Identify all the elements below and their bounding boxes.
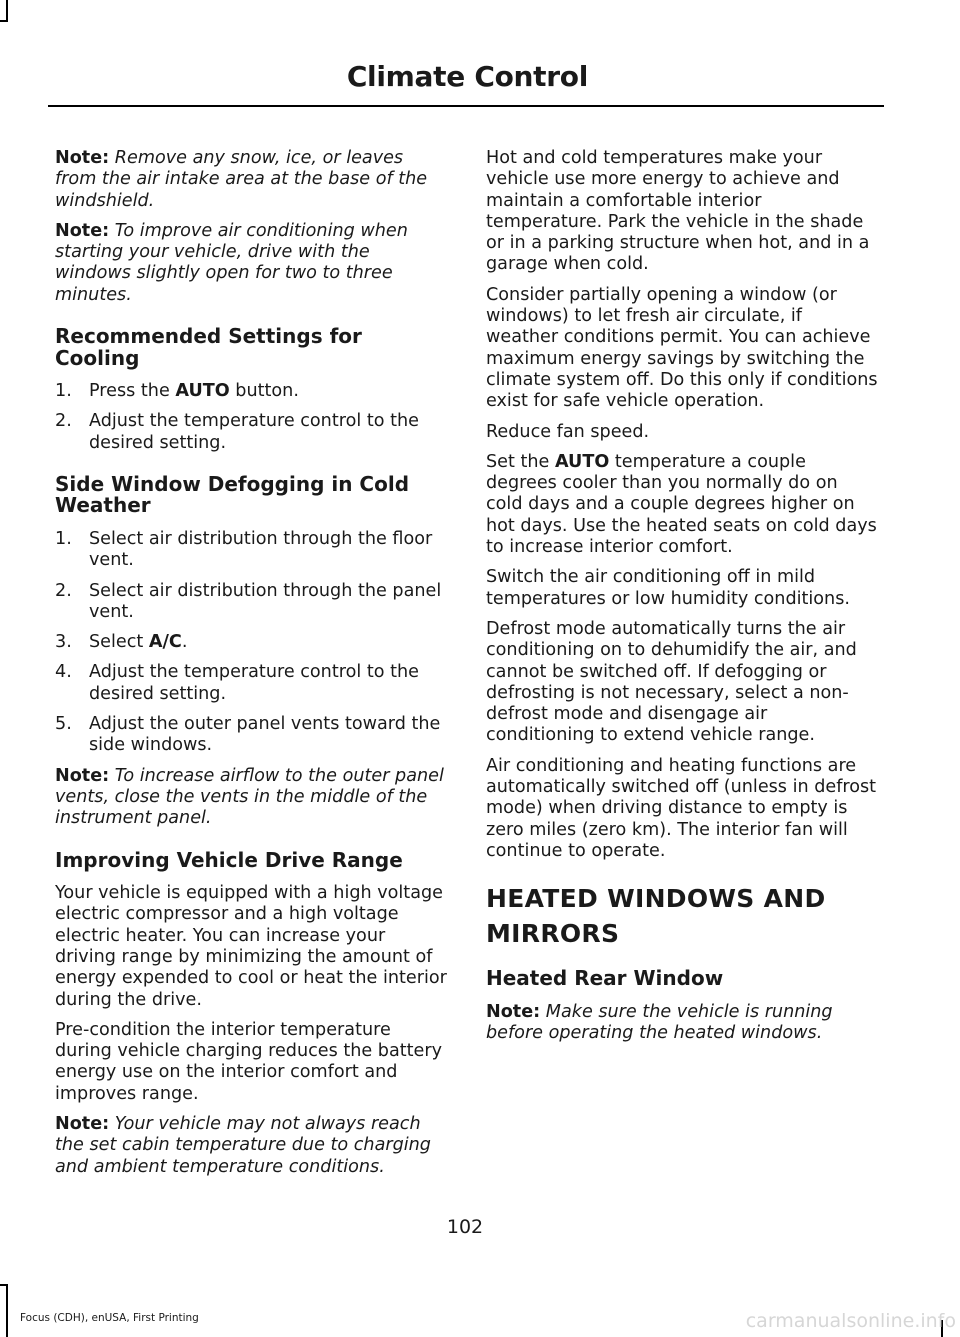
chapter-heading-line1: HEATED WINDOWS AND: [486, 884, 826, 914]
note-text: To increase airflow to the outer panel vents, close the vents in the middle of the instrument panel.: [55, 765, 444, 829]
step-text: Adjust the temperature control to the desired setting.: [89, 662, 419, 704]
paragraph: Reduce fan speed.: [486, 421, 650, 442]
paragraph: Air conditioning and heating functions are automatically switched off (unless in defrost mode) when driving distance to empty is zero miles (zero km). The interior fan will continue to operate.: [486, 755, 877, 861]
page-number: 102: [446, 1216, 484, 1238]
list-item: [55, 662, 447, 705]
note-label: Note:: [55, 148, 110, 168]
note-heated-windows: [486, 1002, 878, 1045]
left-column: [55, 148, 447, 1187]
header-divider: [48, 105, 884, 107]
note-text: Make sure the vehicle is running before operating the heated windows.: [486, 1001, 833, 1043]
note-air-conditioning: [55, 221, 447, 306]
step-text: Select air distribution through the panel vent.: [89, 580, 442, 622]
paragraph-text: Set the: [486, 451, 555, 472]
ac-button-label: A/C: [148, 632, 182, 653]
step-number: 2.: [55, 580, 72, 601]
heading-recommended-cooling: Recommended Settings for Cooling: [55, 324, 362, 370]
paragraph: [486, 452, 878, 558]
note-cabin-temperature: [55, 1114, 447, 1178]
paragraph: Defrost mode automatically turns the air conditioning on to dehumidify the air, and cannot be switched off. If defogging or defrosting is not necessary, select a non-defrost mode and disengage air conditioning to extend vehicle range.: [486, 618, 857, 746]
note-label: Note:: [486, 1001, 541, 1022]
step-number: 4.: [55, 662, 72, 683]
paragraph-text: temperature a couple degrees cooler than you normally do on cold days and a couple degrees higher on hot days. Use the heated seats on cold days to increase interior comfort.: [486, 451, 877, 558]
list-item: [55, 581, 447, 624]
step-number: 1.: [55, 528, 72, 549]
note-label: Note:: [55, 220, 110, 241]
step-text: .: [181, 632, 188, 653]
watermark: carmanualsonline.info: [745, 1310, 956, 1332]
list-item: [55, 714, 447, 757]
auto-label: AUTO: [554, 451, 610, 472]
step-number: 2.: [55, 411, 72, 432]
note-text: To improve air conditioning when starting your vehicle, drive with the windows slightly open for two to three minutes.: [55, 220, 408, 305]
heading-heated-rear-window: Heated Rear Window: [486, 966, 724, 991]
paragraph: Your vehicle is equipped with a high voltage electric compressor and a high voltage electric heater. You can increase your driving range by minimizing the amount of energy expended to cool or heat the interior during the drive.: [55, 883, 447, 1010]
cooling-steps: [55, 381, 447, 454]
step-text: Adjust the temperature control to the desired setting.: [89, 411, 419, 453]
crop-mark-bottom-left: [6, 1284, 8, 1337]
list-item: [55, 381, 447, 402]
step-number: 5.: [55, 714, 72, 735]
note-label: Note:: [55, 1114, 110, 1134]
note-label: Note:: [55, 765, 110, 786]
crop-mark-bottom-left-h: [0, 1284, 8, 1286]
list-item: [55, 632, 447, 653]
paragraph: Switch the air conditioning off in mild temperatures or low humidity conditions.: [486, 567, 850, 609]
paragraph: Pre-condition the interior temperature during vehicle charging reduces the battery energy use on the interior comfort and improves range.: [55, 1019, 443, 1104]
page-title: Climate Control: [346, 60, 588, 93]
list-item: [55, 529, 447, 572]
heading-side-window-defogging: Side Window Defogging in Cold Weather: [55, 471, 410, 518]
heading-improving-drive-range: Improving Vehicle Drive Range: [55, 847, 403, 872]
step-number: 1.: [55, 381, 72, 402]
right-column: [486, 148, 878, 1053]
chapter-heading-line2: MIRRORS: [486, 919, 620, 949]
chapter-heading: [486, 884, 878, 948]
crop-mark-top-left-h: [0, 20, 8, 22]
step-text: Adjust the outer panel vents toward the side windows.: [89, 714, 441, 756]
crop-mark-top-left: [6, 0, 8, 22]
auto-button-label: AUTO: [175, 381, 230, 402]
note-text: Your vehicle may not always reach the set cabin temperature due to charging and ambient temperature conditions.: [55, 1114, 431, 1177]
note-air-intake: [55, 148, 447, 212]
step-text: Select: [89, 632, 149, 653]
paragraph: Consider partially opening a window (or windows) to let fresh air circulate, if weather conditions permit. You can achieve maximum energy savings by switching the climate system off. Do this only if conditions exist for safe vehicle operation.: [486, 284, 878, 412]
note-text: Remove any snow, ice, or leaves from the air intake area at the base of the windshield.: [55, 148, 428, 211]
step-text: button.: [229, 381, 299, 402]
list-item: [55, 411, 447, 454]
step-text: Press the: [89, 381, 176, 402]
step-number: 3.: [55, 632, 72, 653]
step-text: Select air distribution through the floor vent.: [89, 528, 433, 571]
edition-label: Focus (CDH), enUSA, First Printing: [20, 1312, 199, 1324]
note-outer-panel-vents: [55, 766, 447, 830]
paragraph: Hot and cold temperatures make your vehicle use more energy to achieve and maintain a comfortable interior temperature. Park the vehicle in the shade or in a parking structure when hot, and in a garage when cold.: [486, 148, 870, 275]
defogging-steps: [55, 529, 447, 757]
